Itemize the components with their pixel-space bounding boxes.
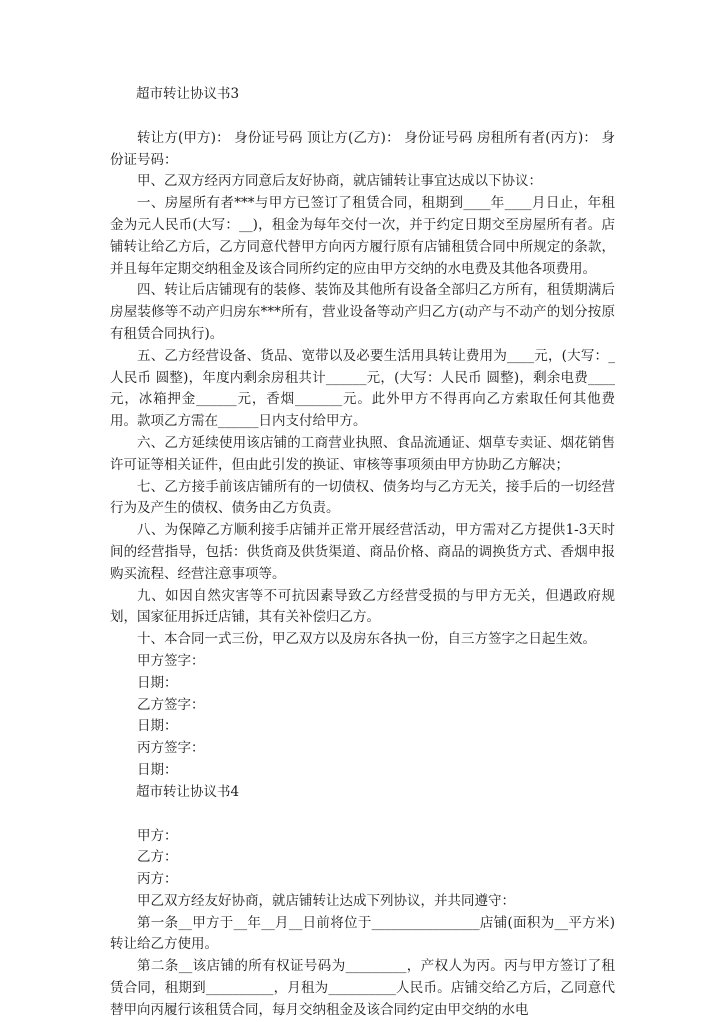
signature-line: 乙方： [137, 849, 178, 866]
clause-paragraph: 八、为保障乙方顺利接手店铺并正常开展经营活动，甲方需对乙方提供1-3天时间的经营指导，包括：供货商及供货渠道、商品价格、商品的调换货方式、香烟申报购买流程、经营注意事项等。 [110, 522, 615, 582]
clause-paragraph: 六、乙方延续使用该店铺的工商营业执照、食品流通证、烟草专卖证、烟花销售许可证等相关证件，但由此引发的换证、审核等事项须由甲方协助乙方解决； [110, 434, 615, 473]
document-page [110, 84, 615, 1022]
signature-line: 甲方： [137, 827, 178, 844]
signature-line: 日期： [137, 761, 178, 778]
clause-paragraph: 甲乙双方经友好协商，就店铺转让达成下列协议，并共同遵守： [137, 892, 515, 909]
clause-paragraph: 第一条__甲方于__年__月__日前将位于________________店铺(面积为__平方米)转让给乙方使用。 [110, 914, 615, 953]
clause-paragraph: 第二条__该店铺的所有权证号码为_________，产权人为丙。丙与甲方签订了租赁合同，租期到__________，月租为__________人民币。店铺交给乙方后，乙同意代替甲向丙履行该租赁合同，每月交纳租金及该合同约定由甲交纳的水电 [110, 958, 615, 1018]
clause-paragraph: 七、乙方接手前该店铺所有的一切债权、债务均与乙方无关，接手后的一切经营行为及产生的债权、债务由乙方负责。 [110, 478, 615, 517]
clause-paragraph: 四、转让后店铺现有的装修、装饰及其他所有设备全部归乙方所有，租赁期满后房屋装修等不动产归房东***所有，营业设备等动产归乙方(动产与不动产的划分按原有租赁合同执行)。 [110, 282, 615, 342]
document-title: 超市转让协议书4 [136, 783, 240, 800]
signature-line: 甲方签字： [137, 652, 205, 669]
signature-line: 日期： [137, 718, 178, 735]
spacer [110, 804, 615, 826]
signature-line: 乙方签字： [137, 696, 205, 713]
clause-paragraph: 十、本合同一式三份，甲乙双方以及房东各执一份，自三方签字之日起生效。 [137, 631, 596, 648]
signature-line: 丙方： [137, 871, 178, 888]
parties-paragraph: 转让方(甲方)： 身份证号码 顶让方(乙方)： 身份证号码 房租所有者(丙方)： 身份证号码： [110, 129, 615, 168]
document-title: 超市转让协议书3 [136, 86, 240, 102]
signature-line: 日期： [137, 674, 178, 691]
clause-paragraph: 九、如因自然灾害等不可抗因素导致乙方经营受损的与甲方无关，但遇政府规划，国家征用拆迁店铺，其有关补偿归乙方。 [110, 587, 615, 626]
clause-paragraph: 五、乙方经营设备、货品、宽带以及必要生活用具转让费用为____元，(大写：_人民币 圆整)，年度内剩余房租共计______元，(大写：人民币 圆整)，剩余电费____元，冰箱押金______元，香烟_______元。此外甲方不得再向乙方索取任何其他费用。款项乙方需在______日内支付给甲方。 [110, 347, 615, 430]
spacer [110, 106, 615, 128]
signature-line: 丙方签字： [137, 740, 205, 757]
clause-paragraph: 甲、乙双方经丙方同意后友好协商，就店铺转让事宜达成以下协议： [137, 173, 542, 190]
clause-paragraph: 一、房屋所有者***与甲方已签订了租赁合同，租期到____年____月日止，年租金为元人民币(大写：__)，租金为每年交付一次，并于约定日期交至房屋所有者。店铺转让给乙方后，乙方同意代替甲方向丙方履行原有店铺租赁合同中所规定的条款，并且每年定期交纳租金及该合同所约定的应由甲方交纳的水电费及其他各项费用。 [110, 195, 615, 277]
